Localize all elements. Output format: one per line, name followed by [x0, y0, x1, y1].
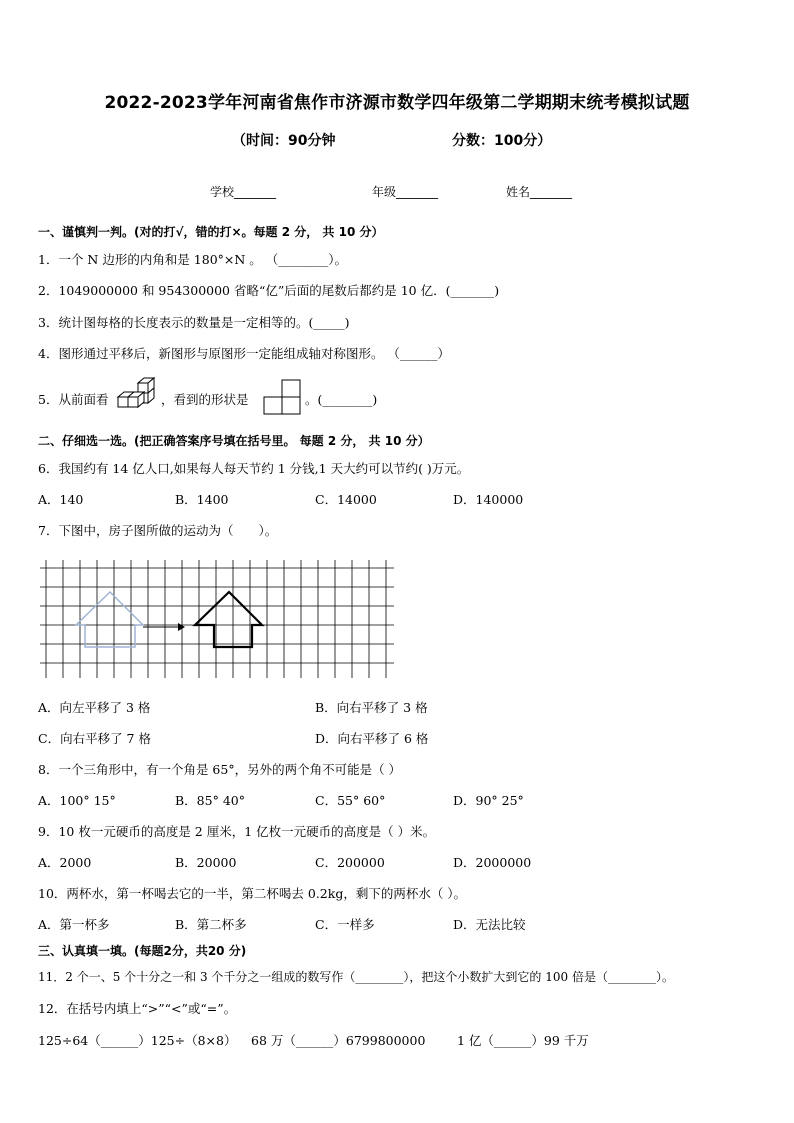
question-5-part-c: 。(________)	[305, 392, 378, 407]
q10-option-d: D．无法比较	[453, 917, 526, 932]
q6-option-d: D．140000	[453, 492, 524, 507]
section-2-heading: 二、仔细选一选。(把正确答案序号填在括号里。 每题 2 分， 共 10 分）	[38, 434, 430, 448]
q7-option-c: C．向右平移了 7 格	[38, 731, 151, 746]
q7-option-d: D．向右平移了 6 格	[315, 731, 429, 746]
grid-lines	[40, 560, 394, 678]
question-5-part-b: ，看到的形状是	[161, 392, 249, 407]
question-5-part-a: 5．从前面看	[38, 392, 109, 407]
exam-meta	[232, 130, 552, 150]
question-10: 10．两杯水，第一杯喝去它的一半，第二杯喝去 0.2kg，剩下的两杯水（ ）。	[38, 886, 467, 901]
q12-item-3: 1 亿（______）99 千万	[457, 1033, 589, 1048]
q10-option-c: C．一样多	[315, 917, 375, 932]
q10-option-a: A．第一杯多	[38, 917, 110, 932]
cube-stack-figure	[116, 377, 158, 415]
original-house-shape	[76, 592, 143, 647]
motion-arrow-head	[178, 623, 185, 631]
q7-option-a: A．向左平移了 3 格	[38, 700, 151, 715]
q8-option-c: C．55° 60°	[315, 793, 386, 808]
q6-option-b: B．1400	[175, 492, 229, 507]
front-view-figure	[262, 379, 304, 415]
q12-item-2: 68 万（______）6799800000	[251, 1033, 426, 1048]
question-6: 6．我国约有 14 亿人口,如果每人每天节约 1 分钱,1 天大约可以节约( )万元。	[38, 461, 470, 476]
q9-option-c: C．200000	[315, 855, 385, 870]
question-4: 4．图形通过平移后，新图形与原图形一定能组成轴对称图形。 （______）	[38, 346, 450, 361]
section-3-heading: 三、认真填一填。(每题2分，共20 分)	[38, 944, 247, 958]
q8-option-b: B．85° 40°	[175, 793, 245, 808]
q6-option-c: C．14000	[315, 492, 377, 507]
school-field: 学校_______	[210, 185, 277, 199]
name-field: 姓名_______	[506, 185, 573, 199]
q8-option-a: A．100° 15°	[38, 793, 116, 808]
question-2: 2．1049000000 和 954300000 省略“亿”后面的尾数后都约是 10 亿．(_______)	[38, 283, 500, 298]
time-label: （时间：90分钟	[232, 133, 336, 149]
moved-house-shape	[195, 592, 262, 647]
question-1: 1．一个 N 边形的内角和是 180°×N 。 （________）。	[38, 252, 348, 267]
q9-option-b: B．20000	[175, 855, 237, 870]
page-title: 2022-2023学年河南省焦作市济源市数学四年级第二学期期末统考模拟试题	[104, 93, 690, 113]
q9-option-d: D．2000000	[453, 855, 532, 870]
translation-grid-figure	[40, 558, 396, 680]
q8-option-d: D．90° 25°	[453, 793, 524, 808]
q12-item-1: 125÷64（______）125÷（8×8）	[38, 1033, 237, 1048]
q7-option-b: B．向右平移了 3 格	[315, 700, 428, 715]
section-1-heading: 一、谨慎判一判。(对的打√，错的打×。每题 2 分， 共 10 分）	[38, 225, 384, 239]
question-7: 7．下图中，房子图所做的运动为（ ）。	[38, 523, 278, 538]
question-3: 3．统计图每格的长度表示的数量是一定相等的。(_____)	[38, 315, 350, 330]
question-9: 9．10 枚一元硬币的高度是 2 厘米，1 亿枚一元硬币的高度是（ ）米。	[38, 824, 436, 839]
q6-option-a: A．140	[38, 492, 84, 507]
question-12: 12．在括号内填上“>”“<”或“=”。	[38, 1001, 237, 1016]
score-label: 分数：100分）	[452, 133, 552, 149]
question-11: 11．2 个一、5 个十分之一和 3 个千分之一组成的数写作（________），把这个小数扩大到它的 100 倍是（________）。	[38, 970, 674, 984]
question-8: 8．一个三角形中，有一个角是 65°，另外的两个角不可能是（ ）	[38, 762, 402, 777]
q10-option-b: B．第二杯多	[175, 917, 247, 932]
q9-option-a: A．2000	[38, 855, 92, 870]
grade-field: 年级_______	[372, 185, 439, 199]
